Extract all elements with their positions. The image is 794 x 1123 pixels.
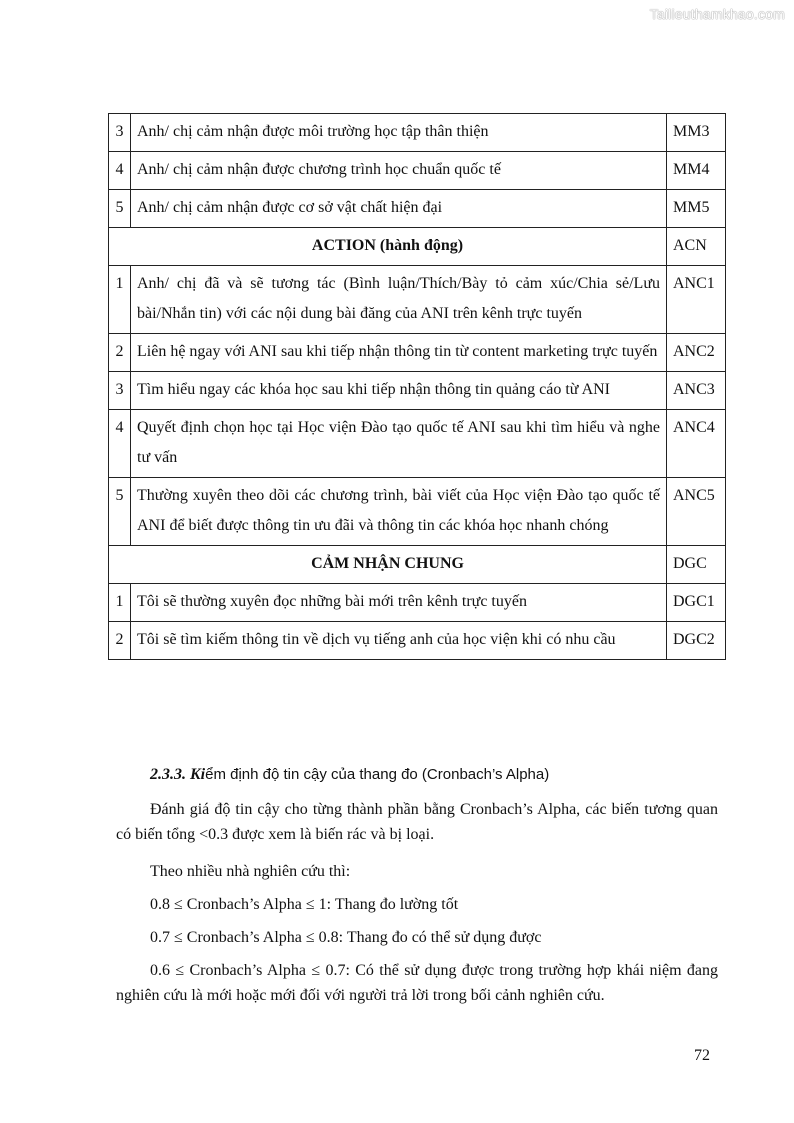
page-number: 72: [694, 1047, 710, 1064]
item-number: 2: [109, 334, 131, 372]
paragraph-criterion-1: 0.8 ≤ Cronbach’s Alpha ≤ 1: Thang đo lường tốt: [150, 896, 459, 913]
paragraph-intro: Theo nhiều nhà nghiên cứu thì:: [150, 863, 351, 880]
survey-items-table: [108, 113, 726, 660]
item-code: ANC3: [667, 372, 726, 410]
table-row: [109, 152, 726, 190]
item-number: 5: [109, 190, 131, 228]
section-row-action: [109, 228, 726, 266]
item-code: ANC4: [667, 410, 726, 478]
item-code: MM3: [667, 114, 726, 152]
item-number: 4: [109, 410, 131, 478]
item-text: Anh/ chị đã và sẽ tương tác (Bình luận/Thích/Bày tỏ cảm xúc/Chia sẻ/Lưu bài/Nhắn tin) với các nội dung bài đăng của ANI trên kênh trực tuyến: [131, 266, 667, 334]
item-number: 1: [109, 584, 131, 622]
section-code: ACN: [667, 228, 726, 266]
watermark-text: Tailieuthamkhao.com: [649, 6, 785, 22]
paragraph-criterion-2: 0.7 ≤ Cronbach’s Alpha ≤ 0.8: Thang đo có thể sử dụng được: [150, 929, 542, 946]
item-number: 3: [109, 372, 131, 410]
section-heading-number: 2.3.3. Ki: [150, 766, 206, 783]
item-code: ANC2: [667, 334, 726, 372]
item-number: 5: [109, 478, 131, 546]
item-text: Tìm hiểu ngay các khóa học sau khi tiếp nhận thông tin quảng cáo từ ANI: [131, 372, 667, 410]
section-row-general: [109, 546, 726, 584]
item-code: MM5: [667, 190, 726, 228]
table-row: [109, 372, 726, 410]
section-title: ACTION (hành động): [109, 228, 667, 266]
table-row: [109, 478, 726, 546]
section-heading: [150, 764, 549, 786]
item-text: Tôi sẽ thường xuyên đọc những bài mới trên kênh trực tuyến: [131, 584, 667, 622]
table-row: [109, 190, 726, 228]
item-code: DGC1: [667, 584, 726, 622]
item-number: 3: [109, 114, 131, 152]
item-code: ANC5: [667, 478, 726, 546]
item-text: Liên hệ ngay với ANI sau khi tiếp nhận thông tin từ content marketing trực tuyến: [131, 334, 667, 372]
item-text: Anh/ chị cảm nhận được môi trường học tập thân thiện: [131, 114, 667, 152]
table-row: [109, 584, 726, 622]
item-code: DGC2: [667, 622, 726, 660]
item-code: ANC1: [667, 266, 726, 334]
paragraph-criterion-3: 0.6 ≤ Cronbach’s Alpha ≤ 0.7: Có thể sử dụng được trong trường hợp khái niệm đang nghiên cứu là mới hoặc mới đối với người trả lời trong bối cảnh nghiên cứu.: [116, 962, 718, 1004]
item-text: Anh/ chị cảm nhận được cơ sở vật chất hiện đại: [131, 190, 667, 228]
table-row: [109, 114, 726, 152]
table-row: [109, 334, 726, 372]
item-number: 2: [109, 622, 131, 660]
section-code: DGC: [667, 546, 726, 584]
item-code: MM4: [667, 152, 726, 190]
item-text: Anh/ chị cảm nhận được chương trình học chuẩn quốc tế: [131, 152, 667, 190]
table-row: [109, 266, 726, 334]
table-row: [109, 622, 726, 660]
item-text: Quyết định chọn học tại Học viện Đào tạo quốc tế ANI sau khi tìm hiểu và nghe tư vấn: [131, 410, 667, 478]
item-text: Thường xuyên theo dõi các chương trình, bài viết của Học viện Đào tạo quốc tế ANI để biết được thông tin ưu đãi và thông tin các khóa học nhanh chóng: [131, 478, 667, 546]
item-text: Tôi sẽ tìm kiếm thông tin về dịch vụ tiếng anh của học viện khi có nhu cầu: [131, 622, 667, 660]
item-number: 1: [109, 266, 131, 334]
section-heading-title: ểm định độ tin cậy của thang đo (Cronbach’s Alpha): [205, 766, 550, 783]
table-row: [109, 410, 726, 478]
item-number: 4: [109, 152, 131, 190]
section-title: CẢM NHẬN CHUNG: [109, 546, 667, 584]
paragraph-reliability: Đánh giá độ tin cậy cho từng thành phần bằng Cronbach’s Alpha, các biến tương quan có biến tổng <0.3 được xem là biến rác và bị loại.: [116, 801, 718, 843]
